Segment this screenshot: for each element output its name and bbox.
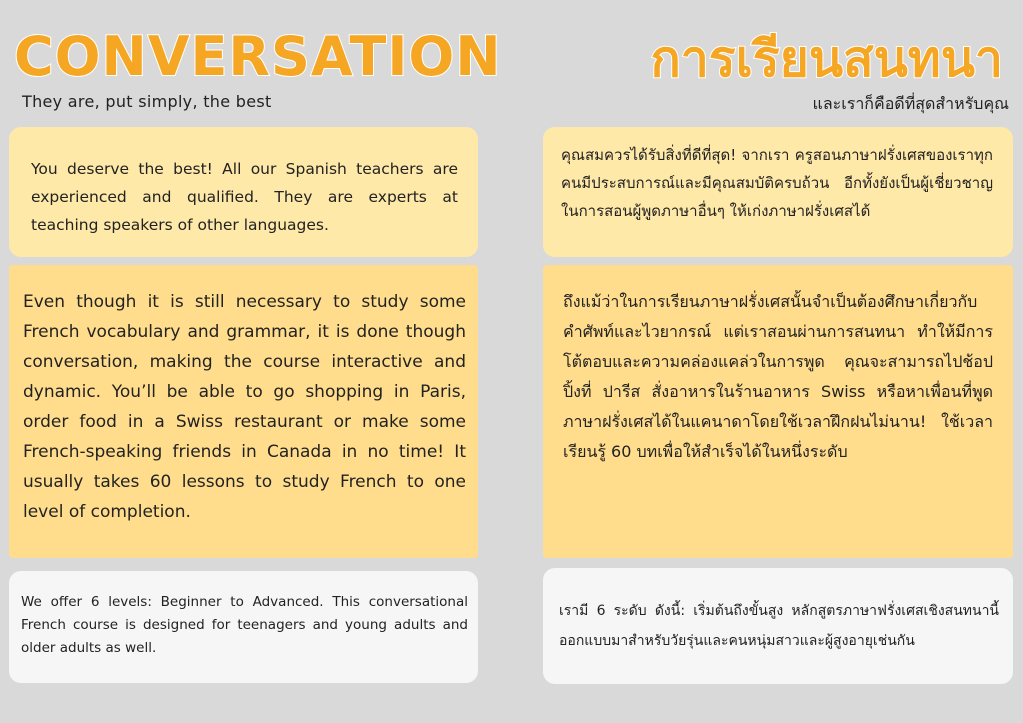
page-title-english: CONVERSATION xyxy=(14,25,502,88)
page-title-thai: การเรียนสนทนา xyxy=(650,30,1003,88)
page-subtitle-english: They are, put simply, the best xyxy=(22,92,272,111)
levels-box-english xyxy=(9,571,478,683)
course-box-thai xyxy=(543,265,1013,558)
course-box-english xyxy=(9,265,478,558)
levels-text-thai: เรามี 6 ระดับ ดังนี้: เริ่มต้นถึงขั้นสูง หลักสูตรภาษาฟรั่งเศสเชิงสนทนานี้ออกแบบมาสำหรับวัยรุ่นและคนหนุ่มสาวและผู้สูงอายุเช่นกัน xyxy=(559,603,999,649)
teachers-text-english: You deserve the best! All our Spanish teachers are experienced and qualified. They are experts at teaching speakers of other languages. xyxy=(31,160,458,234)
levels-text-english: We offer 6 levels: Beginner to Advanced. This conversational French course is designed for teenagers and young adults and older adults as well. xyxy=(21,594,468,656)
levels-box-thai xyxy=(543,568,1013,684)
page-subtitle-thai: และเราก็คือดีที่สุดสำหรับคุณ xyxy=(812,94,1009,113)
course-text-english: Even though it is still necessary to study some French vocabulary and grammar, it is done though conversation, making the course interactive and dynamic. You’ll be able to go shopping in Paris, order food in a Swiss restaurant or make some French-speaking friends in Canada in no time! It usually takes 60 lessons to study French to one level of completion. xyxy=(23,292,466,522)
course-text-thai: ถึงแม้ว่าในการเรียนภาษาฝรั่งเศสนั้นจำเป็นต้องศึกษาเกี่ยวกับคำศัพท์และไวยากรณ์ แต่เราสอนผ่านการสนทนา ทำให้มีการโต้ตอบและความคล่องแคล่วในการพูด คุณจะสามารถไปช้อปปิ้งที่ ปารีส สั่งอาหารในร้านอาหาร Swiss หรือหาเพื่อนที่พูดภาษาฝรั่งเศสได้ในแคนาดาโดยใช้เวลาฝึกฝนไม่นาน! ใช้เวลาเรียนรู้ 60 บทเพื่อให้สำเร็จได้ในหนึ่งระดับ xyxy=(563,292,993,461)
teachers-box-thai xyxy=(543,127,1013,257)
teachers-text-thai: คุณสมควรได้รับสิ่งที่ดีที่สุด! จากเรา ครูสอนภาษาฝรั่งเศสของเราทุกคนมีประสบการณ์และมีคุณสมบัติครบถ้วน อีกทั้งยังเป็นผู้เชี่ยวชาญในการสอนผู้พูดภาษาอื่นๆ ให้เก่งภาษาฝรั่งเศสได้ xyxy=(561,146,993,220)
teachers-box-english xyxy=(9,127,478,257)
